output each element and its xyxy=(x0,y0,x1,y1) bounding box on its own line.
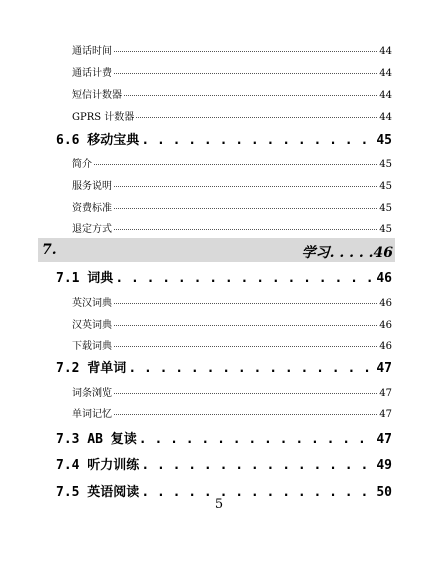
dot-leader xyxy=(114,337,377,347)
dot-leader xyxy=(128,361,374,376)
toc-section-title: 7.1 词典 xyxy=(56,271,114,286)
toc-entry[interactable] xyxy=(72,177,392,193)
toc-section-7-2[interactable] xyxy=(56,357,392,377)
dot-leader xyxy=(114,294,377,304)
toc-entry[interactable] xyxy=(72,337,392,353)
dot-leader xyxy=(114,405,377,415)
toc-entry-page: 45 xyxy=(379,224,392,235)
toc-section-page: 47 xyxy=(376,361,392,376)
dot-leader: . . . . . xyxy=(329,245,374,261)
dot-leader xyxy=(114,177,377,187)
toc-entry-title: 汉英词典 xyxy=(72,320,112,331)
dot-leader xyxy=(136,108,377,118)
toc-section-page: 45 xyxy=(376,133,392,148)
toc-entry-page: 44 xyxy=(379,68,392,79)
chapter-number: 7. xyxy=(42,242,57,258)
toc-entry[interactable] xyxy=(72,108,392,124)
toc-section-7-1[interactable] xyxy=(56,267,392,287)
toc-entry-title: 服务说明 xyxy=(72,181,112,192)
toc-entry-page: 46 xyxy=(379,320,392,331)
dot-leader xyxy=(141,133,374,148)
toc-entry-page: 44 xyxy=(379,90,392,101)
dot-leader xyxy=(124,86,377,96)
toc-entry-title: 英汉词典 xyxy=(72,298,112,309)
toc-entry-title: 简介 xyxy=(72,159,92,170)
toc-entry-title: 通话时间 xyxy=(72,46,112,57)
toc-entry-page: 45 xyxy=(379,203,392,214)
toc-entry-title: 短信计数器 xyxy=(72,90,122,101)
dot-leader xyxy=(141,458,374,473)
dot-leader xyxy=(114,384,377,394)
toc-chapter-7[interactable] xyxy=(38,238,395,262)
toc-section-page: 47 xyxy=(376,432,392,447)
toc-entry-title: 退定方式 xyxy=(72,224,112,235)
toc-entry-page: 45 xyxy=(379,159,392,170)
dot-leader xyxy=(114,64,377,74)
toc-entry-title: 单词记忆 xyxy=(72,409,112,420)
dot-leader xyxy=(114,42,377,52)
toc-section-title: 7.5 英语阅读 xyxy=(56,485,140,500)
toc-entry-page: 44 xyxy=(379,46,392,57)
toc-section-page: 50 xyxy=(376,485,392,500)
toc-section-page: 46 xyxy=(376,271,392,286)
chapter-title: 学习 xyxy=(301,245,330,261)
toc-section-6-6[interactable] xyxy=(56,129,392,149)
dot-leader xyxy=(114,220,377,230)
toc-entry-page: 47 xyxy=(379,409,392,420)
toc-entry[interactable] xyxy=(72,384,392,400)
dot-leader xyxy=(114,199,377,209)
chapter-heading xyxy=(302,242,393,262)
toc-entry-title: 词条浏览 xyxy=(72,388,112,399)
toc-entry-page: 46 xyxy=(379,341,392,352)
dot-leader xyxy=(139,432,375,447)
toc-entry[interactable] xyxy=(72,294,392,310)
page-number: 5 xyxy=(214,497,224,512)
toc-entry[interactable] xyxy=(72,405,392,421)
toc-entry-title: 下载词典 xyxy=(72,341,112,352)
toc-entry-title: 资费标准 xyxy=(72,203,112,214)
toc-entry-title: 通话计费 xyxy=(72,68,112,79)
dot-leader xyxy=(94,155,377,165)
toc-entry[interactable] xyxy=(72,42,392,58)
toc-section-title: 7.2 背单词 xyxy=(56,361,127,376)
toc-section-page: 49 xyxy=(376,458,392,473)
toc-entry[interactable] xyxy=(72,316,392,332)
chapter-page: 46 xyxy=(373,245,393,261)
toc-entry-page: 47 xyxy=(379,388,392,399)
toc-section-7-4[interactable] xyxy=(56,454,392,474)
toc-section-title: 7.3 AB 复读 xyxy=(56,432,137,447)
toc-entry[interactable] xyxy=(72,220,392,236)
toc-entry-page: 44 xyxy=(379,112,392,123)
toc-entry-page: 46 xyxy=(379,298,392,309)
toc-entry-page: 45 xyxy=(379,181,392,192)
toc-entry[interactable] xyxy=(72,199,392,215)
toc-section-title: 6.6 移动宝典 xyxy=(56,133,140,148)
dot-leader xyxy=(114,316,377,326)
toc-entry[interactable] xyxy=(72,155,392,171)
dot-leader xyxy=(115,271,374,286)
toc-section-title: 7.4 听力训练 xyxy=(56,458,140,473)
toc-entry[interactable] xyxy=(72,64,392,80)
toc-section-7-3[interactable] xyxy=(56,428,392,448)
toc-entry-title: GPRS 计数器 xyxy=(72,112,135,123)
toc-entry[interactable] xyxy=(72,86,392,102)
